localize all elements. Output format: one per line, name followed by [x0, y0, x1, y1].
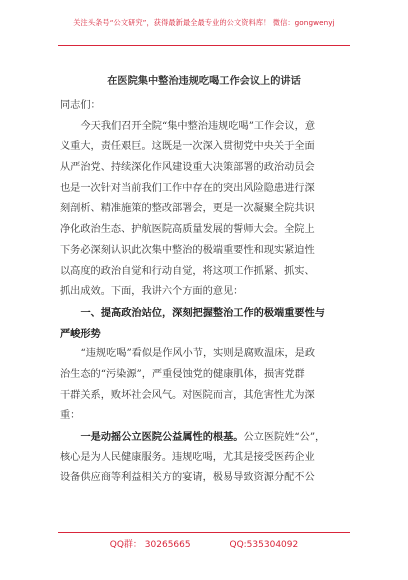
body-line: 干群关系，败坏社会风气。对医院而言，其危害性尤为深: [60, 389, 315, 401]
body-line: 义重大，责任艰巨。这既是一次深入贯彻党中央关于全面: [60, 141, 315, 153]
document-body: [60, 96, 350, 489]
qq-group: QQ群： 30265665: [109, 540, 191, 550]
document-title: 在医院集中整治违规吃喝工作会议上的讲话: [107, 75, 301, 87]
body-line: 下务必深刻认识此次集中整治的极端重要性和现实紧迫性: [60, 244, 315, 256]
footer: [58, 537, 350, 550]
body-line-mixed: [60, 427, 350, 448]
body-line: 治生态的“污染源”，严重侵蚀党的健康肌体，损害党群: [60, 368, 305, 380]
body-line: 从严治党、持续深化作风建设重大决策部署的政治动员会: [60, 162, 315, 174]
footer-divider: [58, 532, 350, 533]
salutation: 同志们：: [60, 100, 101, 111]
body-line: “违规吃喝”看似是作风小节，实则是腐败温床，是政: [80, 348, 316, 360]
point-lead: 一是动摇公立医院公益属性的根基。: [80, 431, 244, 443]
body-line: 抓出成效。下面，我讲六个方面的意见：: [60, 286, 244, 298]
body-line: 核心是为人民健康服务。违规吃喝，尤其是接受医药企业: [60, 451, 315, 463]
qq-number: QQ:535304092: [229, 540, 299, 550]
body-line: 净化政治生态、护航医院高质量发展的誓师大会。全院上: [60, 224, 315, 236]
body-line: 刻剖析、精准施策的整改部署会，更是一次凝聚全院共识: [60, 203, 315, 215]
body-line: 设备供应商等利益相关方的宴请，极易导致资源分配不公: [60, 472, 315, 484]
header-banner: 关注头条号“公文研究”，获得最新最全最专业的公文资料库！ 微信：gongwenyj: [73, 18, 335, 27]
section-heading: 一、提高政治站位，深刻把握整治工作的极端重要性与: [80, 306, 325, 319]
section-heading-cont: 严峻形势: [60, 327, 101, 340]
point-text: 公立医院姓“公”，: [243, 432, 326, 443]
body-line: 今天我们召开全院“集中整治违规吃喝”工作会议，意: [80, 120, 316, 132]
body-line: 也是一次针对当前我们工作中存在的突出风险隐患进行深: [60, 182, 315, 194]
body-line: 以高度的政治自觉和行动自觉，将这项工作抓紧、抓实、: [60, 265, 315, 277]
body-line: 重：: [60, 410, 81, 422]
header-divider: [58, 45, 350, 46]
